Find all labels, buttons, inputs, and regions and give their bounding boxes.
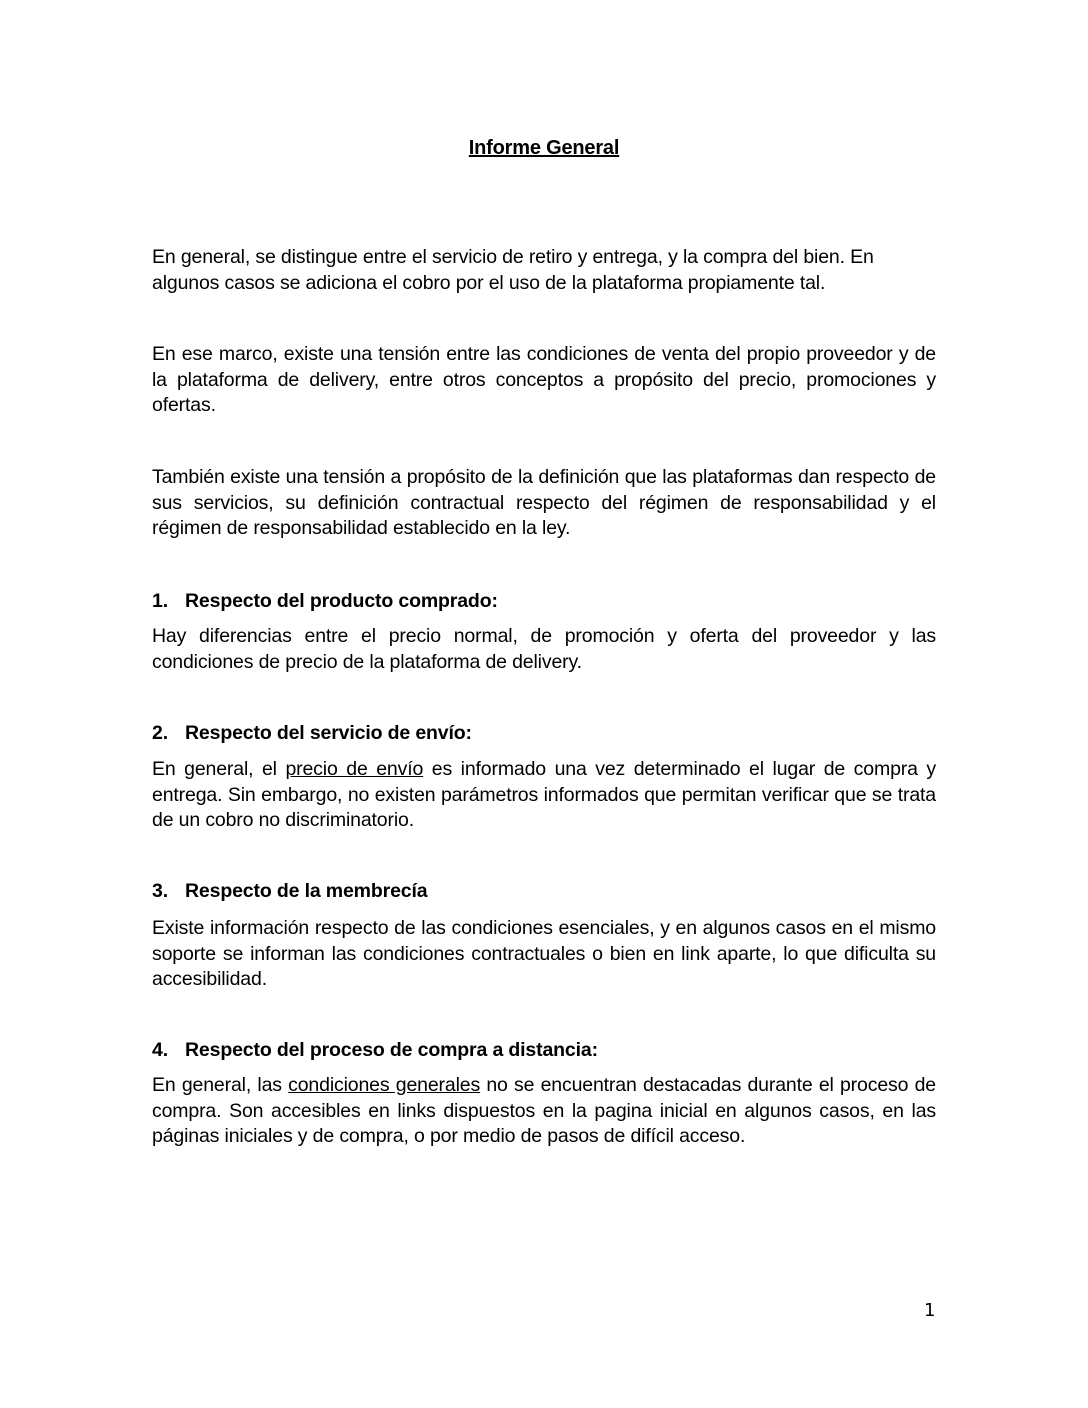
section-2-body: [152, 757, 936, 834]
intro-paragraph-2: En ese marco, existe una tensión entre las condiciones de venta del propio proveedor y de la plataforma de delivery, entre otros conceptos a propósito del precio, promociones y ofertas.: [152, 343, 936, 416]
section-3-number: 3.: [152, 880, 168, 902]
section-4-body-text: En general, las: [152, 1074, 289, 1096]
intro-paragraph-3: También existe una tensión a propósito de la definición que las plataformas dan respecto de sus servicios, su definición contractual respecto del régimen de responsabilidad y el régimen de responsabilidad establecido en la ley.: [152, 466, 936, 539]
section-4-title: Respecto del proceso de compra a distancia:: [185, 1039, 598, 1061]
intro-paragraph-1: En general, se distingue entre el servicio de retiro y entrega, y la compra del bien. En algunos casos se adiciona el cobro por el uso de la plataforma propiamente tal.: [152, 246, 874, 294]
section-4-heading: [152, 1039, 598, 1062]
section-2-body-text-rest: es informado una vez determinado el lugar de compra y entrega. Sin embargo, no existen parámetros informados que permitan verificar que se trata de un cobro no discriminatorio.: [152, 758, 936, 831]
section-1-body: Hay diferencias entre el precio normal, de promoción y oferta del proveedor y las condiciones de precio de la plataforma de delivery.: [152, 625, 936, 673]
section-2-title: Respecto del servicio de envío:: [185, 722, 472, 744]
section-1-heading: [152, 590, 498, 613]
section-1-number: 1.: [152, 590, 168, 612]
underlined-term-condiciones-generales: condiciones generales: [288, 1074, 481, 1096]
section-4-body: [152, 1073, 936, 1150]
section-2-body-text: En general, el: [152, 758, 286, 780]
section-3-heading: [152, 880, 427, 903]
section-3-body: Existe información respecto de las condiciones esenciales, y en algunos casos en el mismo soporte se informan las condiciones contractuales o bien en link aparte, lo que dificulta su accesibilidad.: [152, 917, 936, 990]
section-2-number: 2.: [152, 722, 168, 744]
section-4-body-text-rest: no se encuentran destacadas durante el proceso de compra. Son accesibles en links dispuestos en la pagina inicial en algunos casos, en las páginas iniciales y de compra, o por medio de pasos de difícil acceso.: [152, 1074, 936, 1147]
section-2-heading: [152, 722, 472, 745]
section-4-number: 4.: [152, 1039, 168, 1061]
document-title: Informe General: [468, 137, 620, 159]
section-1-title: Respecto del producto comprado:: [185, 590, 498, 612]
section-3-title: Respecto de la membrecía: [185, 880, 428, 902]
page-number: 1: [924, 1300, 936, 1321]
underlined-term-precio-de-envio: precio de envío: [285, 758, 424, 780]
